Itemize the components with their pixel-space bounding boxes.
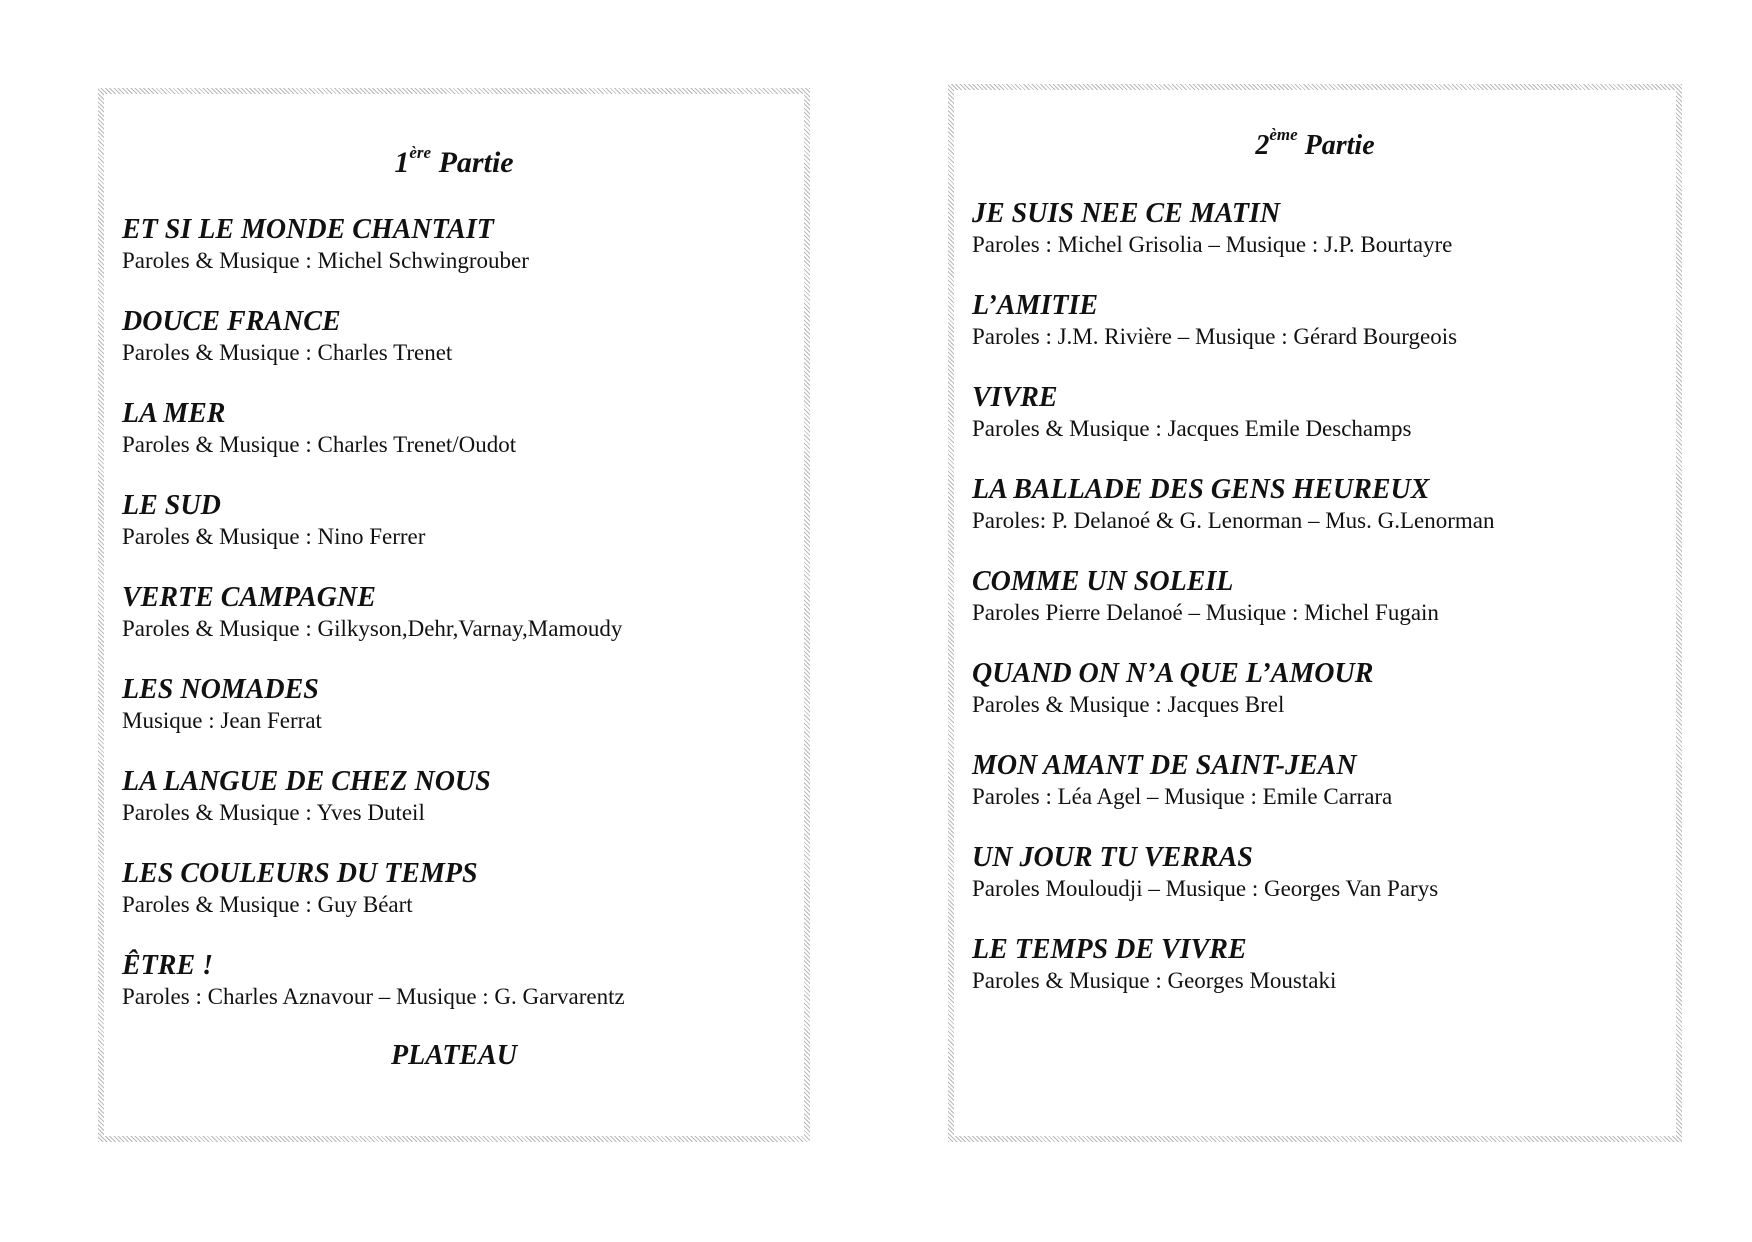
- song-credits: Paroles : J.M. Rivière – Musique : Gérard Bourgeois: [972, 324, 1458, 349]
- song-title: MON AMANT DE SAINT-JEAN: [972, 750, 1357, 781]
- song-credits: Paroles & Musique : Michel Schwingrouber: [122, 248, 529, 273]
- song-title: DOUCE FRANCE: [122, 306, 341, 337]
- song-title: LA MER: [122, 398, 226, 429]
- program-panel-part-1: [98, 88, 810, 1142]
- song-entry: [122, 490, 794, 582]
- song-credits: Paroles & Musique : Charles Trenet/Oudot: [122, 432, 517, 457]
- song-title: LES NOMADES: [122, 674, 319, 705]
- part-1-word: Partie: [438, 146, 514, 179]
- song-title: QUAND ON N’A QUE L’AMOUR: [972, 658, 1374, 689]
- song-credits: Paroles: P. Delanoé & G. Lenorman – Mus. G.Lenorman: [972, 508, 1495, 533]
- song-title: LA LANGUE DE CHEZ NOUS: [122, 766, 491, 797]
- song-title: VIVRE: [972, 382, 1058, 413]
- song-entry: [122, 858, 794, 950]
- song-title: LES COULEURS DU TEMPS: [122, 858, 478, 889]
- song-title: L’AMITIE: [972, 290, 1099, 321]
- song-entry: [972, 750, 1666, 842]
- song-entry: [972, 474, 1666, 566]
- song-title: ÊTRE !: [122, 950, 214, 981]
- part-2-number: 2: [1255, 130, 1270, 161]
- song-entry: [122, 306, 794, 398]
- song-credits: Paroles & Musique : Georges Moustaki: [972, 968, 1337, 993]
- song-entry: [122, 398, 794, 490]
- part-1-suffix: ère: [409, 143, 432, 162]
- song-entry: [972, 934, 1666, 1026]
- song-title: ET SI LE MONDE CHANTAIT: [122, 214, 494, 245]
- part-2-word: Partie: [1304, 130, 1375, 161]
- song-title: VERTE CAMPAGNE: [122, 582, 376, 613]
- song-title: COMME UN SOLEIL: [972, 566, 1234, 597]
- song-title: LA BALLADE DES GENS HEUREUX: [972, 474, 1430, 505]
- song-credits: Paroles : Léa Agel – Musique : Emile Carrara: [972, 784, 1393, 809]
- song-credits: Paroles : Michel Grisolia – Musique : J.P. Bourtayre: [972, 232, 1453, 257]
- song-credits: Paroles & Musique : Jacques Brel: [972, 692, 1285, 717]
- song-entry: [972, 842, 1666, 934]
- part-1-number: 1: [394, 146, 410, 179]
- song-credits: Paroles & Musique : Yves Duteil: [122, 800, 425, 825]
- song-credits: Paroles & Musique : Gilkyson,Dehr,Varnay,Mamoudy: [122, 616, 623, 641]
- song-credits: Paroles & Musique : Charles Trenet: [122, 340, 453, 365]
- part-1-heading: [104, 143, 804, 180]
- song-title: JE SUIS NEE CE MATIN: [972, 198, 1281, 229]
- song-title: LE TEMPS DE VIVRE: [972, 934, 1247, 965]
- song-entry: [972, 198, 1666, 290]
- song-entry: [122, 766, 794, 858]
- part-2-song-list: [972, 198, 1666, 1026]
- song-credits: Paroles & Musique : Guy Béart: [122, 892, 413, 917]
- song-entry: [972, 290, 1666, 382]
- song-entry: [122, 214, 794, 306]
- song-credits: Paroles & Musique : Nino Ferrer: [122, 524, 426, 549]
- program-panel-part-2: [948, 84, 1682, 1142]
- song-credits: Paroles & Musique : Jacques Emile Deschamps: [972, 416, 1412, 441]
- song-credits: Paroles Pierre Delanoé – Musique : Michel Fugain: [972, 600, 1439, 625]
- song-credits: Paroles Mouloudji – Musique : Georges Van Parys: [972, 876, 1439, 901]
- part-2-suffix: ème: [1269, 125, 1298, 144]
- song-entry: [122, 950, 794, 1042]
- song-entry: [972, 566, 1666, 658]
- song-credits: Musique : Jean Ferrat: [122, 708, 322, 733]
- part-2-heading: [954, 125, 1676, 162]
- plateau-label: PLATEAU: [390, 1040, 517, 1071]
- song-title: LE SUD: [122, 490, 221, 521]
- song-entry: [972, 382, 1666, 474]
- song-title: UN JOUR TU VERRAS: [972, 842, 1253, 873]
- song-entry: [122, 674, 794, 766]
- part-1-song-list: [122, 214, 794, 1042]
- song-entry: [122, 582, 794, 674]
- song-credits: Paroles : Charles Aznavour – Musique : G. Garvarentz: [122, 984, 625, 1009]
- song-entry: [972, 658, 1666, 750]
